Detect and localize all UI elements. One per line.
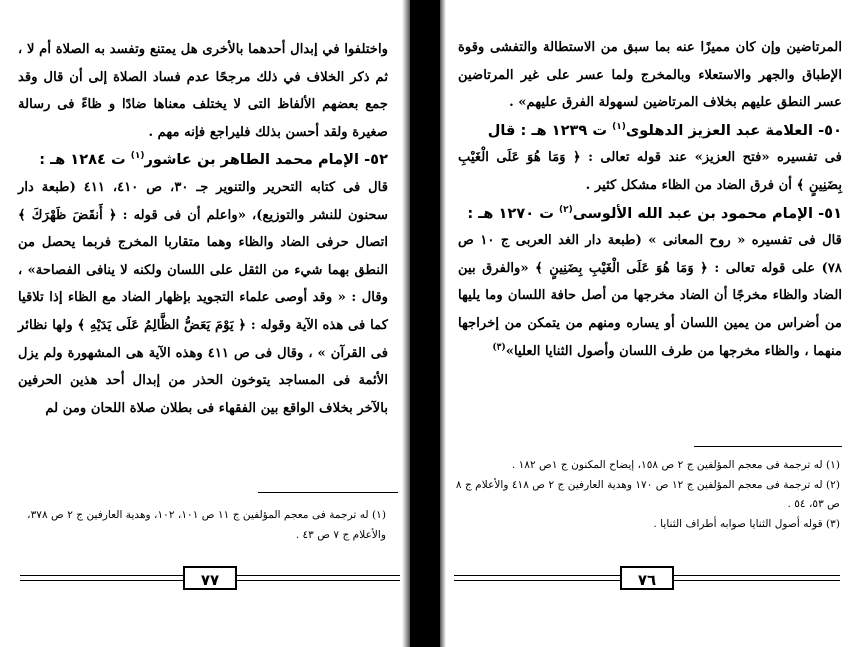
left-heading-ibn-ashur <box>18 146 388 174</box>
page-right <box>446 0 848 647</box>
heading-text: ٥١- الإمام محمود بن عبد الله الألوسى <box>572 204 842 222</box>
heading-text: ٥٢- الإمام محمد الطاهر بن عاشور <box>144 151 388 169</box>
page-number: ٧٧ <box>183 566 237 590</box>
footnote-1: (١) له ترجمة فى معجم المؤلفين ج ٢ ص ١٥٨، إيضاح المكنون ج ١ص ١٨٢ . <box>511 459 840 471</box>
right-heading-dehlawi <box>458 117 842 145</box>
left-paragraph-2: قال فى كتابه التحرير والتنوير جـ ٣٠، ص ٤١٠، ٤١١ (طبعة دار سحنون للنشر والتوزيع)، «واعلم أن فى قوله : ﴿ أَنقَضَ ظَهْرَكَ ﴾ اتصال حرفى الضاد والظاء وهما متقاربا المخرج فربما يحصل من النطق بهما شيء من الثقل على اللسان ولكنه لا ينافى الفصاحة» ، وقال : « وقد أوصى علماء التجويد بإظهار الضاد مع الظاء إذا تلاقيا كما فى هذه الآية وقوله : ﴿ يَوْمَ يَعَضُّ الظَّالِمُ عَلَى يَدَيْهِ ﴾ ولها نظائر فى القرآن » ، وقال فى ص ٤١١ وهذه الآية هى المشهورة ولم يزل الأئمة فى المساجد يتوخون الحذر من إبدال أحد هذين الحرفين بالآخر بخلاف الواقع بين الفقهاء فى بطلان صلاة اللحان ومن لم <box>18 179 389 416</box>
right-footnotes <box>454 456 840 534</box>
heading-date: ت ١٢٨٤ هـ : <box>39 151 131 169</box>
right-heading-alusi <box>458 200 842 228</box>
right-page-footer <box>454 566 840 592</box>
footnote-1: (١) له ترجمة فى معجم المؤلفين ج ١١ ص ١٠١، ١٠٢، وهدية العارفين ج ٢ ص ٣٧٨، والأعلام ج ٧ ص ٤٣ . <box>27 509 386 541</box>
left-footnotes <box>14 506 386 545</box>
left-paragraph-1: واختلفوا في إبدال أحدهما بالأخرى هل يمتنع وتفسد به الصلاة أم لا ، ثم ذكر الخلاف في ذلك مرجحًا عدم فساد الصلاة إلى أن قال وقد جمع بعضهم الألفاظ التى لا يختلف معناها ضادًا و ظاءً فى رسالة صغيرة ولقد أحسن بذلك فليراجع فإنه مهم . <box>18 42 388 140</box>
footnote-marker: (٢) <box>558 204 573 215</box>
page-number: ٧٦ <box>620 566 674 590</box>
left-page-body <box>18 36 388 422</box>
heading-text: ٥٠- العلامة عبد العزيز الدهلوى <box>625 121 842 139</box>
footnote-marker: (٣) <box>492 342 506 353</box>
right-paragraph-2: فى تفسيره «فتح العزيز» عند قوله تعالى : ﴿ وَمَا هُوَ عَلَى الْغَيْبِ بِضَنِينٍ ﴾ أن فرق الضاد من الظاء مشكل كثير . <box>458 150 842 193</box>
footnote-2: (٢) له ترجمة فى معجم المؤلفين ج ١٢ ص ١٧٠ وهدية العارفين ج ٢ ص ٤١٨ والأعلام ج ٨ ص ٥٣، ٥٤ . <box>455 478 840 510</box>
page-left <box>0 0 402 647</box>
left-page-footer <box>20 566 400 592</box>
paragraph-text: قال فى تفسيره « روح المعانى » (طبعة دار الغد العربى ج ١٠ ص ٧٨) على قوله تعالى : ﴿ وَمَا هُوَ عَلَى الْغَيْبِ بِضَنِينٍ ﴾ «والفرق بين الضاد والظاء مخرجًا أن الضاد مخرجها من أصل حافة اللسان وما يليها من أضراس من يمين اللسان أو يساره ومنهم من يتمكن من إخراجها منهما ، والظاء مخرجها من طرف اللسان وأصول الثنايا العليا» <box>458 233 842 359</box>
footnote-marker: (١) <box>612 121 626 132</box>
footnote-3: (٣) قوله أصول الثنايا صوابه أطراف الثنايا . <box>653 517 840 530</box>
heading-date: ت ١٢٧٠ هـ : <box>467 204 559 222</box>
right-page-body <box>458 34 842 365</box>
right-paragraph-3 <box>458 227 842 365</box>
footnote-divider <box>694 446 842 447</box>
footnote-divider <box>258 492 398 493</box>
spine-shadow-left <box>402 0 410 647</box>
footnote-marker: (١) <box>130 151 145 162</box>
book-spine <box>410 0 440 647</box>
right-paragraph-1: المرتاضين وإن كان مميزًا عنه بما سبق من الاستطالة والتفشى وقوة الإطباق والجهر والاستعلاء وبالمخرج ولما عسر على غير المرتاضين عسر النطق عليهم بخلاف المرتاضين لسهولة الفرق عليهم» . <box>458 40 842 111</box>
heading-date: ت ١٢٣٩ هـ : قال <box>487 121 613 139</box>
